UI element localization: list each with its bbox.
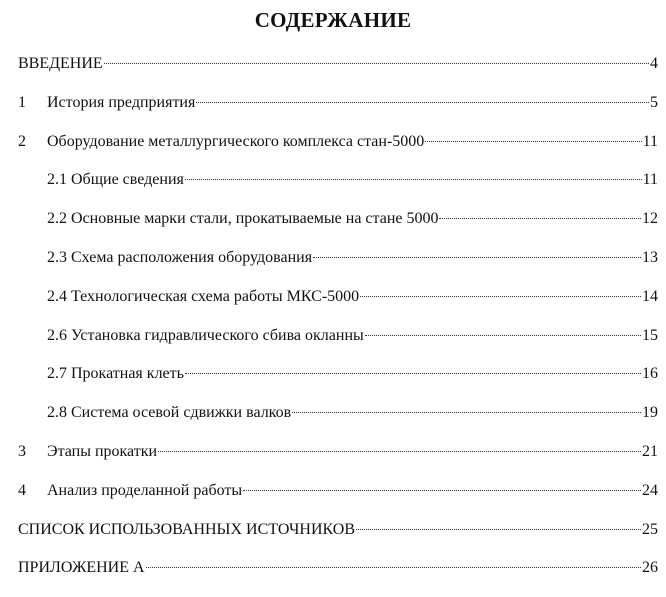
page-title: СОДЕРЖАНИЕ [254, 8, 412, 32]
toc-entry-number: 3 [18, 442, 26, 460]
toc-entry[interactable] [18, 481, 658, 520]
toc-dot-leader [425, 141, 641, 142]
toc-entry-page-number: 11 [642, 132, 658, 150]
toc-entry-page-number: 5 [650, 93, 658, 111]
toc-dot-leader [439, 218, 641, 219]
toc-entry[interactable] [18, 209, 658, 248]
toc-entry-page-number: 15 [642, 326, 658, 344]
toc-entry-page-number: 13 [642, 248, 658, 266]
toc-entry-page-number: 14 [642, 287, 658, 305]
toc-entry-number: 2 [18, 132, 26, 150]
toc-dot-leader [158, 451, 641, 452]
toc-dot-leader [146, 567, 641, 568]
toc-entry[interactable] [18, 326, 658, 365]
toc-entry-title: Этапы прокатки [47, 442, 158, 460]
toc-list [18, 54, 658, 597]
toc-entry-page-number: 25 [642, 520, 658, 538]
toc-entry[interactable] [18, 403, 658, 442]
toc-entry[interactable] [18, 442, 658, 481]
toc-dot-leader [356, 529, 641, 530]
toc-entry-title: 2.1 Общие сведения [47, 171, 184, 189]
toc-entry-title: 2.8 Система осевой сдвижки валков [47, 404, 292, 422]
toc-dot-leader [243, 490, 641, 491]
toc-entry-title: ВВЕДЕНИЕ [18, 55, 103, 72]
toc-entry[interactable] [18, 170, 658, 209]
toc-dot-leader [196, 102, 649, 103]
toc-entry-title: 2.2 Основные марки стали, прокатываемые на стане 5000 [47, 210, 439, 228]
toc-entry-number: 1 [18, 93, 26, 111]
toc-entry[interactable] [18, 132, 658, 171]
toc-entry-title: ПРИЛОЖЕНИЕ А [18, 559, 145, 577]
toc-entry-title: СПИСОК ИСПОЛЬЗОВАННЫХ ИСТОЧНИКОВ [18, 520, 356, 538]
toc-entry-title: Оборудование металлургического комплекса стан-5000 [47, 132, 425, 150]
toc-dot-leader [365, 335, 641, 336]
toc-entry-title: 2.6 Установка гидравлического сбива окланны [47, 326, 364, 344]
toc-entry-title: 2.3 Схема расположения оборудования [47, 248, 313, 266]
toc-dot-leader [313, 257, 641, 258]
toc-dot-leader [104, 63, 649, 64]
toc-entry-page-number: 16 [642, 365, 658, 383]
toc-dot-leader [185, 179, 642, 180]
toc-entry-title: История предприятия [47, 93, 196, 111]
toc-entry[interactable] [18, 287, 658, 326]
toc-entry-page-number: 12 [642, 210, 658, 228]
toc-entry-title: Анализ проделанной работы [47, 481, 243, 499]
toc-dot-leader [292, 412, 641, 413]
toc-entry-page-number: 11 [642, 171, 658, 189]
toc-entry[interactable] [18, 93, 658, 132]
toc-entry-page-number: 26 [642, 559, 658, 577]
toc-entry-page-number: 21 [642, 442, 658, 460]
toc-entry-page-number: 19 [642, 404, 658, 422]
toc-entry[interactable] [18, 248, 658, 287]
toc-entry[interactable] [18, 54, 658, 93]
toc-entry[interactable] [18, 520, 658, 559]
toc-entry-title: 2.7 Прокатная клеть [47, 365, 184, 383]
toc-entry-page-number: 4 [650, 55, 658, 72]
toc-dot-leader [360, 296, 641, 297]
toc-entry-number: 4 [18, 481, 26, 499]
toc-entry[interactable] [18, 558, 658, 597]
toc-entry-page-number: 24 [642, 481, 658, 499]
toc-entry[interactable] [18, 364, 658, 403]
toc-dot-leader [185, 373, 641, 374]
toc-entry-title: 2.4 Технологическая схема работы МКС-5000 [47, 287, 360, 305]
